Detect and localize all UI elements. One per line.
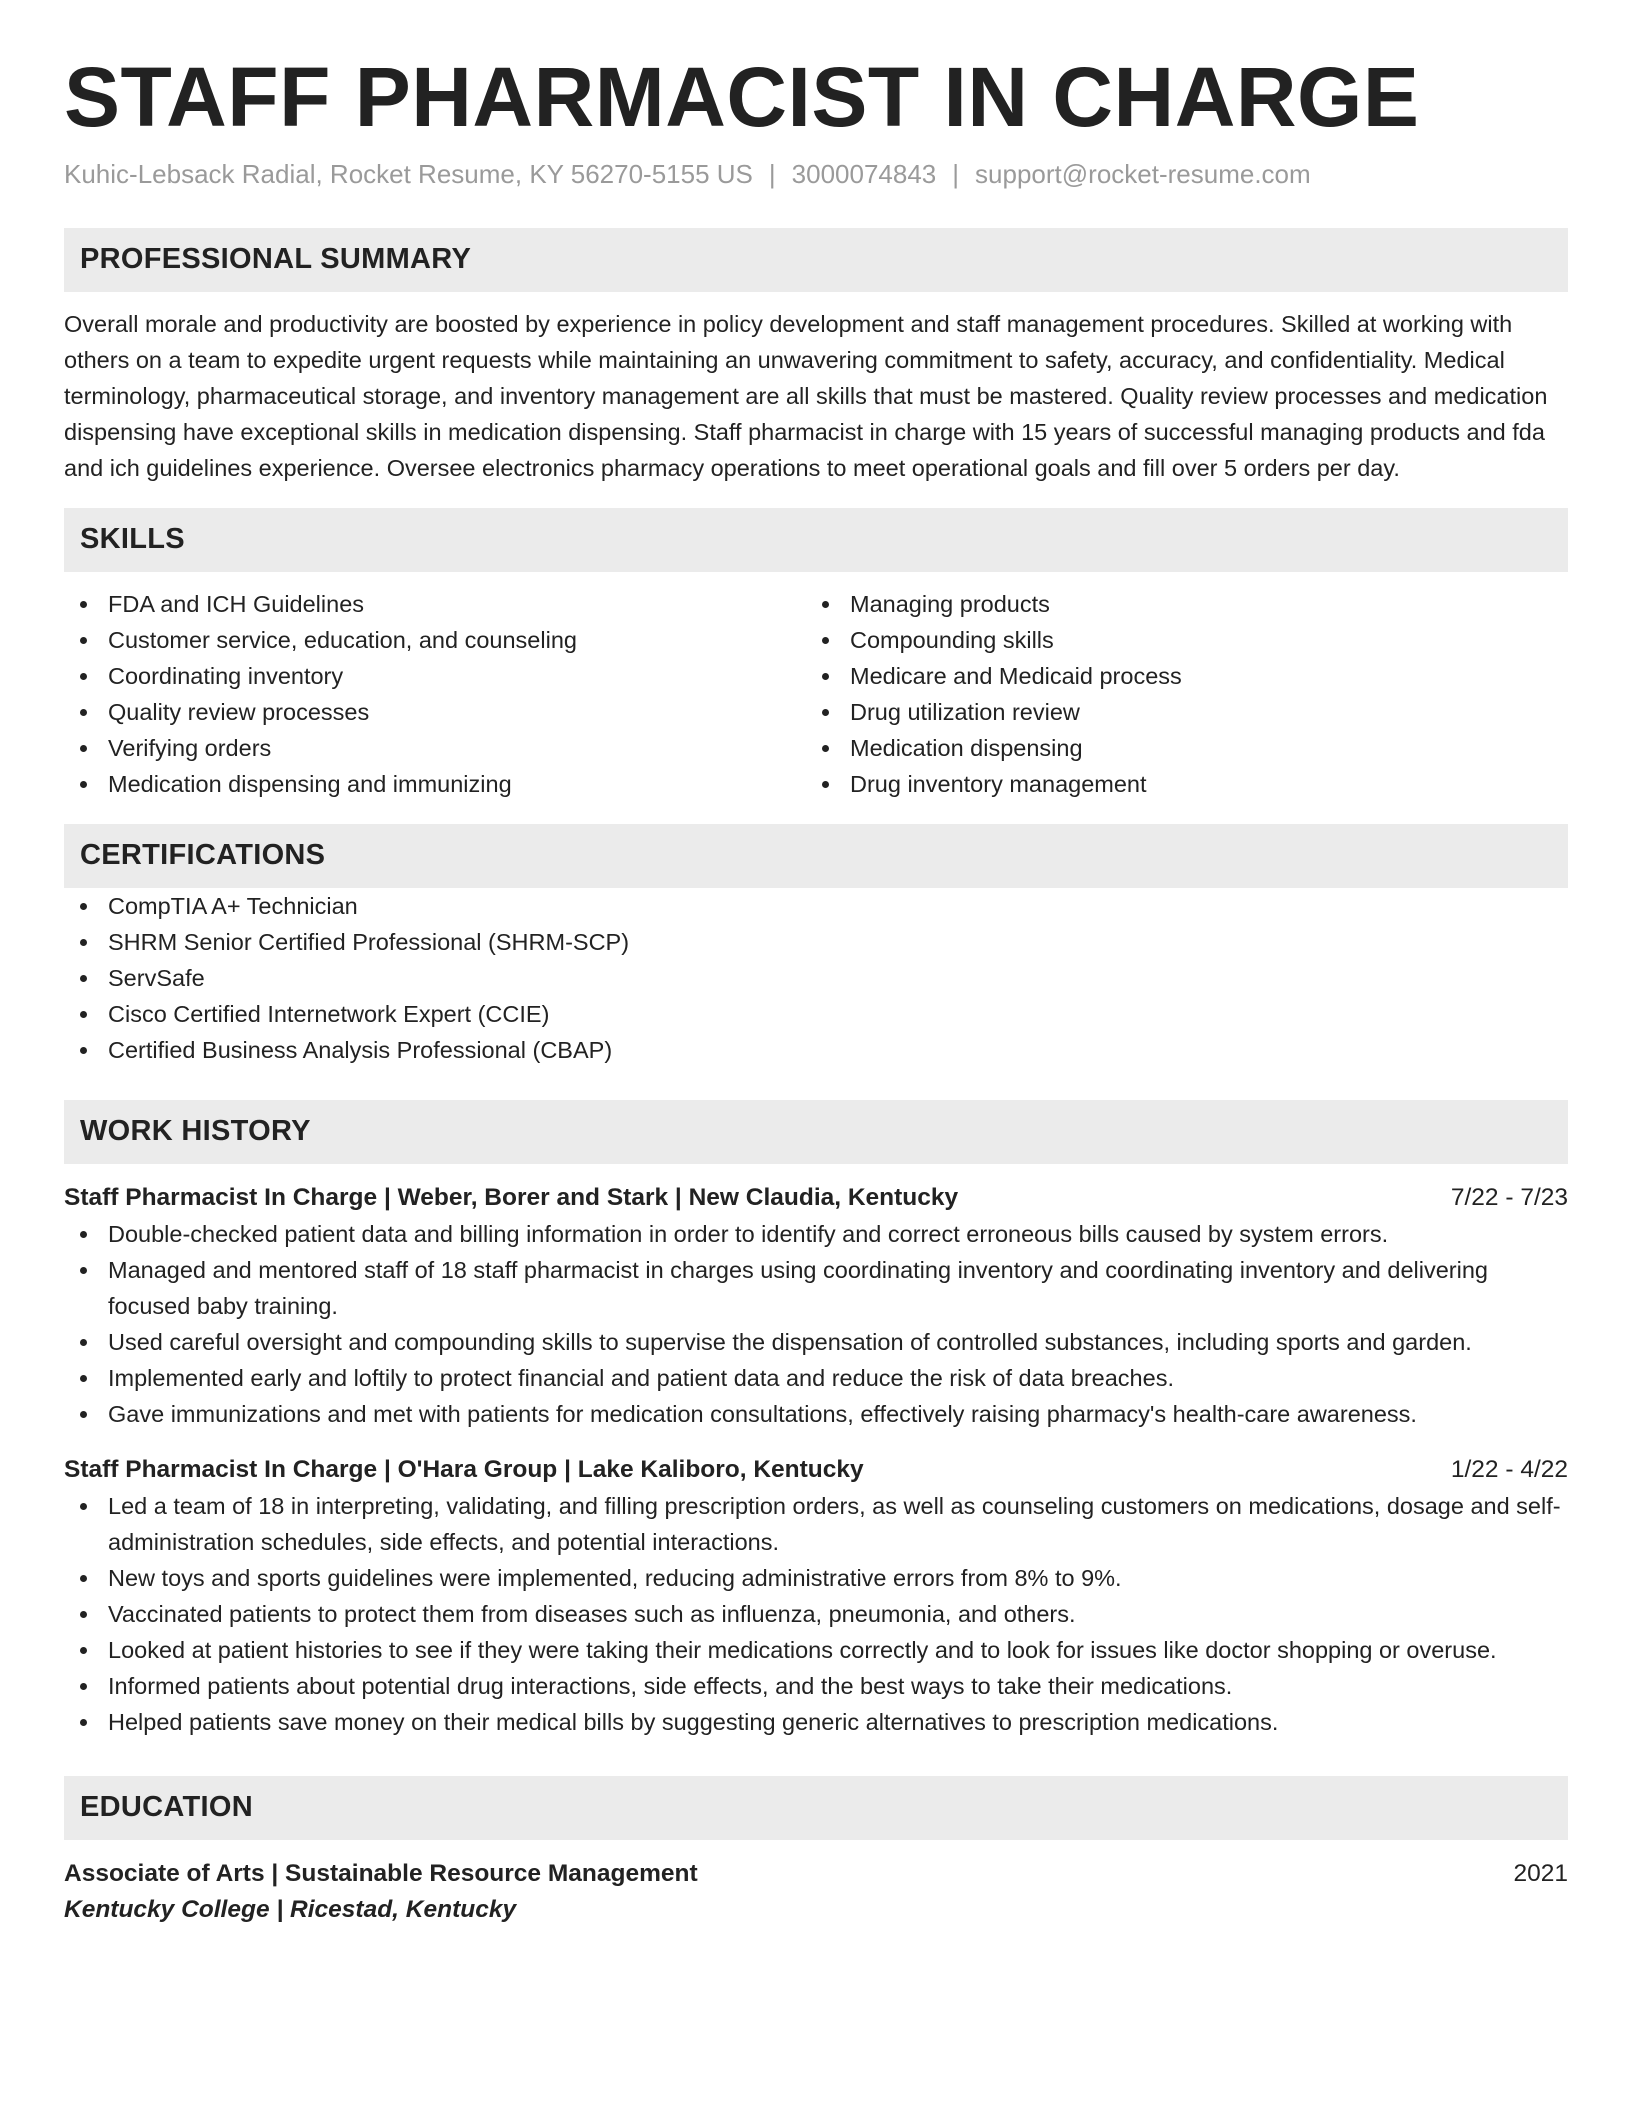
education-degree: Associate of Arts | Sustainable Resource Management — [64, 1859, 698, 1887]
list-item: Vaccinated patients to protect them from diseases such as influenza, pneumonia, and others. — [64, 1596, 1568, 1632]
summary-text: Overall morale and productivity are boosted by experience in policy development and staff management procedures. Skilled at working with others on a team to expedite urgent requests while maintaining an unwavering commitment to safety, accuracy, and confidentiality. Medical terminology, pharmaceutical storage, and inventory management are all skills that must be mastered. Quality review processes and medication dispensing have exceptional skills in medication dispensing. Staff pharmacist in charge with 15 years of successful managing products and fda and ich guidelines experience. Oversee electronics pharmacy operations to meet operational goals and fill over 5 orders per day. — [64, 310, 1548, 481]
contact-separator: | — [952, 158, 960, 189]
list-item: Quality review processes — [64, 694, 806, 730]
list-item: Certified Business Analysis Professional (CBAP) — [64, 1032, 1568, 1068]
job-title: Staff Pharmacist In Charge | O'Hara Group | Lake Kaliboro, Kentucky — [64, 1455, 864, 1483]
job-duties-list — [64, 1488, 1568, 1740]
contact-line — [64, 159, 1568, 190]
list-item: Informed patients about potential drug interactions, side effects, and the best ways to take their medications. — [64, 1668, 1568, 1704]
job-dates: 1/22 - 4/22 — [1450, 1455, 1568, 1483]
list-item: Used careful oversight and compounding skills to supervise the dispensation of controlled substances, including sports and garden. — [64, 1324, 1568, 1360]
list-item: Drug utilization review — [806, 694, 1568, 730]
list-item: Implemented early and loftily to protect financial and patient data and reduce the risk of data breaches. — [64, 1360, 1568, 1396]
job-header — [64, 1452, 1568, 1488]
education-school: Kentucky College | Ricestad, Kentucky — [64, 1895, 517, 1923]
list-item: Medication dispensing and immunizing — [64, 766, 806, 802]
section-heading-certifications: CERTIFICATIONS — [64, 824, 1568, 888]
list-item: Helped patients save money on their medical bills by suggesting generic alternatives to prescription medications. — [64, 1704, 1568, 1740]
job-duties-list — [64, 1216, 1568, 1432]
job-header — [64, 1180, 1568, 1216]
list-item: Coordinating inventory — [64, 658, 806, 694]
list-item: FDA and ICH Guidelines — [64, 586, 806, 622]
section-heading-work-history: WORK HISTORY — [64, 1100, 1568, 1164]
skills-column-left — [64, 586, 806, 802]
list-item: Looked at patient histories to see if they were taking their medications correctly and to look for issues like doctor shopping or overuse. — [64, 1632, 1568, 1668]
list-item: CompTIA A+ Technician — [64, 888, 1568, 924]
list-item: Cisco Certified Internetwork Expert (CCIE) — [64, 996, 1568, 1032]
list-item: Led a team of 18 in interpreting, validating, and filling prescription orders, as well as counseling customers on medications, dosage and self-administration schedules, side effects, and potential interactions. — [64, 1488, 1568, 1560]
section-heading-summary: PROFESSIONAL SUMMARY — [64, 228, 1568, 292]
skills-column-right — [806, 586, 1568, 802]
list-item: Compounding skills — [806, 622, 1568, 658]
job-entry — [64, 1452, 1568, 1740]
list-item: Customer service, education, and counseling — [64, 622, 806, 658]
list-item: Managed and mentored staff of 18 staff pharmacist in charges using coordinating inventory and coordinating inventory and delivering focused baby training. — [64, 1252, 1568, 1324]
contact-separator: | — [768, 158, 776, 189]
list-item: Gave immunizations and met with patients for medication consultations, effectively raising pharmacy's health-care awareness. — [64, 1396, 1568, 1432]
education-header — [64, 1856, 1568, 1892]
list-item: New toys and sports guidelines were implemented, reducing administrative errors from 8% to 9%. — [64, 1560, 1568, 1596]
certifications-list — [64, 888, 1568, 1068]
section-heading-education: EDUCATION — [64, 1776, 1568, 1840]
list-item: Verifying orders — [64, 730, 806, 766]
list-item: SHRM Senior Certified Professional (SHRM-SCP) — [64, 924, 1568, 960]
list-item: Medicare and Medicaid process — [806, 658, 1568, 694]
education-year: 2021 — [1513, 1859, 1568, 1887]
job-title: Staff Pharmacist In Charge | Weber, Borer and Stark | New Claudia, Kentucky — [64, 1183, 959, 1211]
list-item: Managing products — [806, 586, 1568, 622]
job-entry — [64, 1180, 1568, 1432]
contact-email[interactable]: support@rocket-resume.com — [975, 158, 1311, 189]
candidate-name: STAFF PHARMACIST IN CHARGE — [64, 50, 1420, 144]
list-item: Medication dispensing — [806, 730, 1568, 766]
list-item: ServSafe — [64, 960, 1568, 996]
job-dates: 7/22 - 7/23 — [1450, 1183, 1568, 1211]
list-item: Drug inventory management — [806, 766, 1568, 802]
section-heading-skills: SKILLS — [64, 508, 1568, 572]
contact-phone: 3000074843 — [791, 158, 937, 189]
list-item: Double-checked patient data and billing information in order to identify and correct erroneous bills caused by system errors. — [64, 1216, 1568, 1252]
skills-grid — [64, 586, 1568, 802]
contact-address: Kuhic-Lebsack Radial, Rocket Resume, KY 56270-5155 US — [64, 158, 753, 189]
